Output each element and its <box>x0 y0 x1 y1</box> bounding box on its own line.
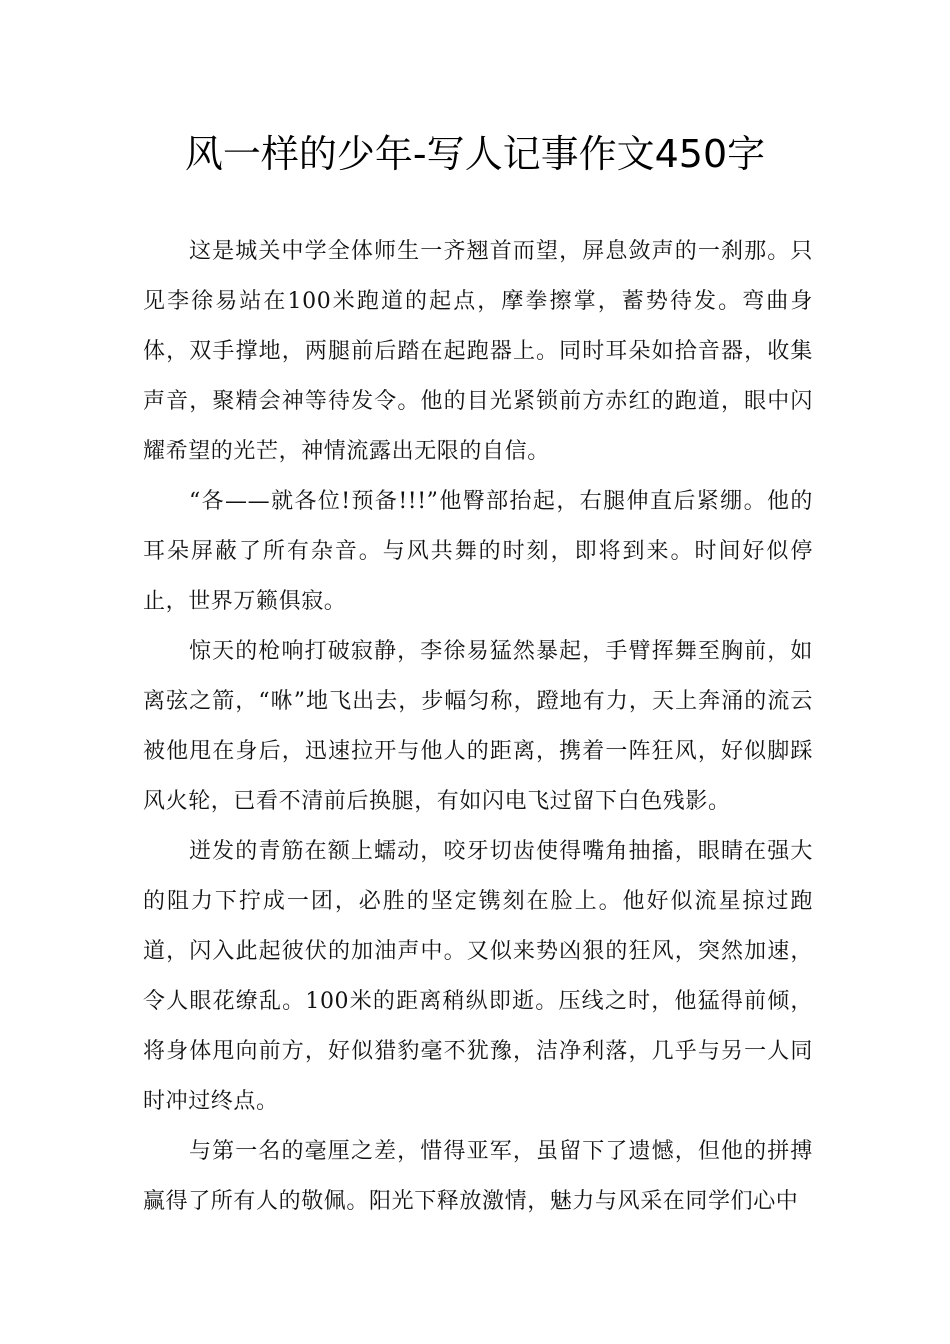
paragraph-4: 迸发的青筋在额上蠕动，咬牙切齿使得嘴角抽搐，眼睛在强大的阻力下拧成一团，必胜的坚定镌刻在脸上。他好似流星掠过跑道，闪入此起彼伏的加油声中。又似来势凶狠的狂风，突然加速，令人眼花缭乱。100米的距离稍纵即逝。压线之时，他猛得前倾，将身体甩向前方，好似猎豹毫不犹豫，洁净利落，几乎与另一人同时冲过终点。 <box>143 839 813 1114</box>
document-body <box>143 227 813 1227</box>
paragraph-2: “各——就各位!预备!!!”他臀部抬起，右腿伸直后紧绷。他的耳朵屏蔽了所有杂音。与风共舞的时刻，即将到来。时间好似停止，世界万籁俱寂。 <box>143 489 813 614</box>
document-title: 风一样的少年-写人记事作文450字 <box>184 132 766 176</box>
paragraph-1: 这是城关中学全体师生一齐翘首而望，屏息敛声的一刹那。只见李徐易站在100米跑道的起点，摩拳擦掌，蓄势待发。弯曲身体，双手撑地，两腿前后踏在起跑器上。同时耳朵如拾音器，收集声音，聚精会神等待发令。他的目光紧锁前方赤红的跑道，眼中闪耀希望的光芒，神情流露出无限的自信。 <box>143 239 813 464</box>
paragraph-3: 惊天的枪响打破寂静，李徐易猛然暴起，手臂挥舞至胸前，如离弦之箭，“咻”地飞出去，步幅匀称，蹬地有力，天上奔涌的流云被他甩在身后，迅速拉开与他人的距离，携着一阵狂风，好似脚踩风火轮，已看不清前后换腿，有如闪电飞过留下白色残影。 <box>143 639 813 814</box>
paragraph-5: 与第一名的毫厘之差，惜得亚军，虽留下了遗憾，但他的拼搏赢得了所有人的敬佩。阳光下释放激情，魅力与风采在同学们心中 <box>143 1139 813 1214</box>
